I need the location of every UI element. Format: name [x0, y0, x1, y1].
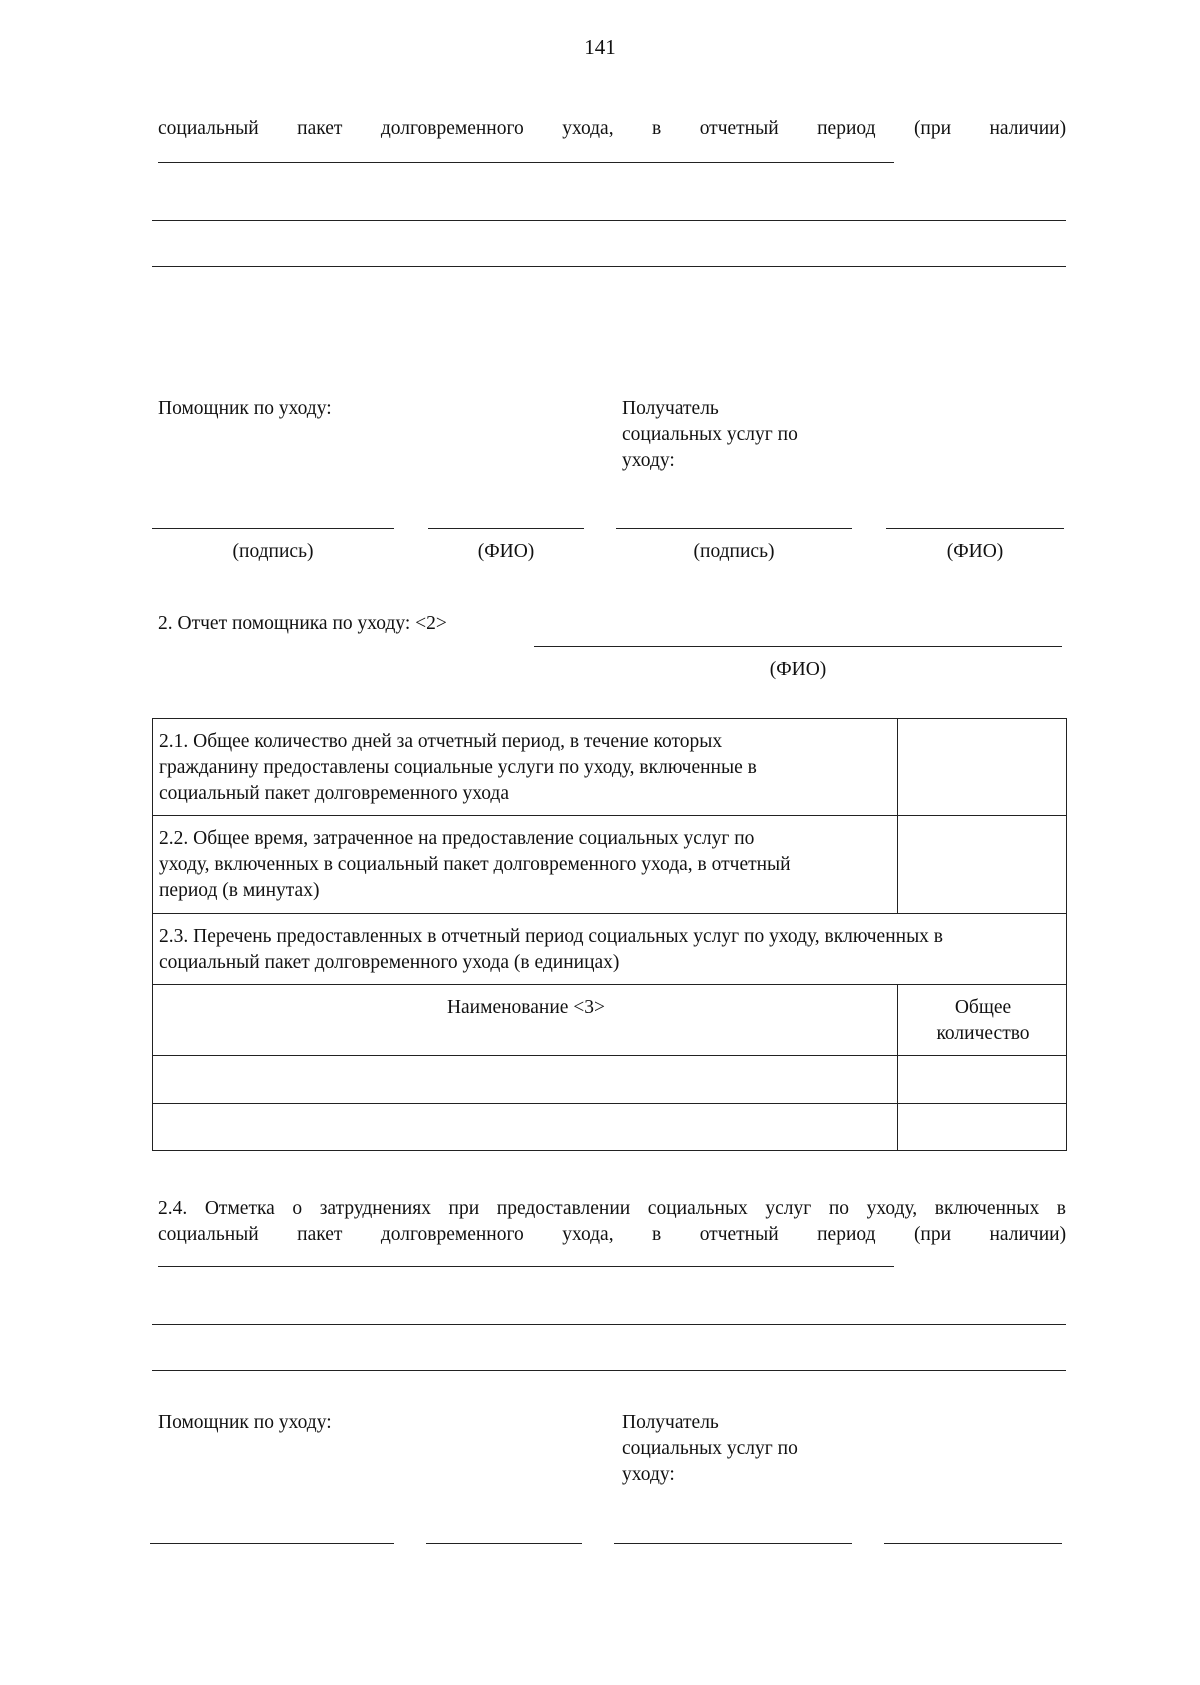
signature-line[interactable] [150, 1543, 394, 1544]
signature-line[interactable] [614, 1543, 852, 1544]
fill-line[interactable] [158, 162, 894, 163]
assistant-label: Помощник по уходу: [158, 1412, 332, 1433]
service-name-cell[interactable] [153, 1056, 898, 1104]
section-2-4-continuation: социальный пакет долговременного ухода, в отчетный период (при наличии) [158, 1224, 1066, 1245]
table-header-row [153, 985, 1067, 1056]
table-row [153, 1056, 1067, 1104]
service-quantity-cell[interactable] [898, 1056, 1067, 1104]
row-2-1-value-cell[interactable] [898, 719, 1067, 816]
row-2-2-label: 2.2. Общее время, затраченное на предоставление социальных услуг по уходу, включенных в социальный пакет долговременного ухода, в отчетный период (в минутах) [153, 816, 898, 914]
row-2-1-label: 2.1. Общее количество дней за отчетный период, в течение которых гражданину предоставлены социальные услуги по уходу, включенные в социальный пакет долговременного ухода [153, 719, 898, 816]
table-row [153, 914, 1067, 985]
recipient-label: Получатель социальных услуг по уходу: [622, 398, 798, 471]
fill-line[interactable] [152, 1370, 1066, 1371]
signature-caption: (подпись) [693, 541, 775, 562]
signature-line[interactable] [616, 528, 852, 529]
name-line[interactable] [426, 1543, 582, 1544]
name-line[interactable] [884, 1543, 1062, 1544]
fill-line[interactable] [158, 1266, 894, 1267]
service-name-cell[interactable] [153, 1104, 898, 1151]
header-quantity: Общее количество [898, 985, 1067, 1056]
signature-caption: (подпись) [232, 541, 314, 562]
page-number: 141 [584, 35, 616, 59]
service-quantity-cell[interactable] [898, 1104, 1067, 1151]
row-2-3-label: 2.3. Перечень предоставленных в отчетный период социальных услуг по уходу, включенных в социальный пакет долговременного ухода (в единицах) [153, 914, 1067, 985]
name-line[interactable] [886, 528, 1064, 529]
fill-line[interactable] [152, 1324, 1066, 1325]
table-row [153, 719, 1067, 816]
name-caption: (ФИО) [477, 541, 535, 562]
fio-caption: (ФИО) [769, 659, 827, 680]
assistant-label: Помощник по уходу: [158, 398, 332, 419]
fill-line[interactable] [152, 266, 1066, 267]
row-2-2-value-cell[interactable] [898, 816, 1067, 914]
report-table [152, 718, 1067, 1151]
table-row [153, 816, 1067, 914]
recipient-label: Получатель социальных услуг по уходу: [622, 1412, 798, 1485]
table-row [153, 1104, 1067, 1151]
signature-line[interactable] [152, 528, 394, 529]
name-line[interactable] [428, 528, 584, 529]
section-2-heading: 2. Отчет помощника по уходу: <2> [158, 613, 447, 634]
continuation-text: социальный пакет долговременного ухода, в отчетный период (при наличии) [158, 118, 1066, 139]
fio-line[interactable] [534, 646, 1062, 647]
name-caption: (ФИО) [946, 541, 1004, 562]
fill-line[interactable] [152, 220, 1066, 221]
section-2-4-heading: 2.4. Отметка о затруднениях при предоставлении социальных услуг по уходу, включенных в [158, 1198, 1066, 1219]
header-name: Наименование <3> [153, 985, 898, 1056]
